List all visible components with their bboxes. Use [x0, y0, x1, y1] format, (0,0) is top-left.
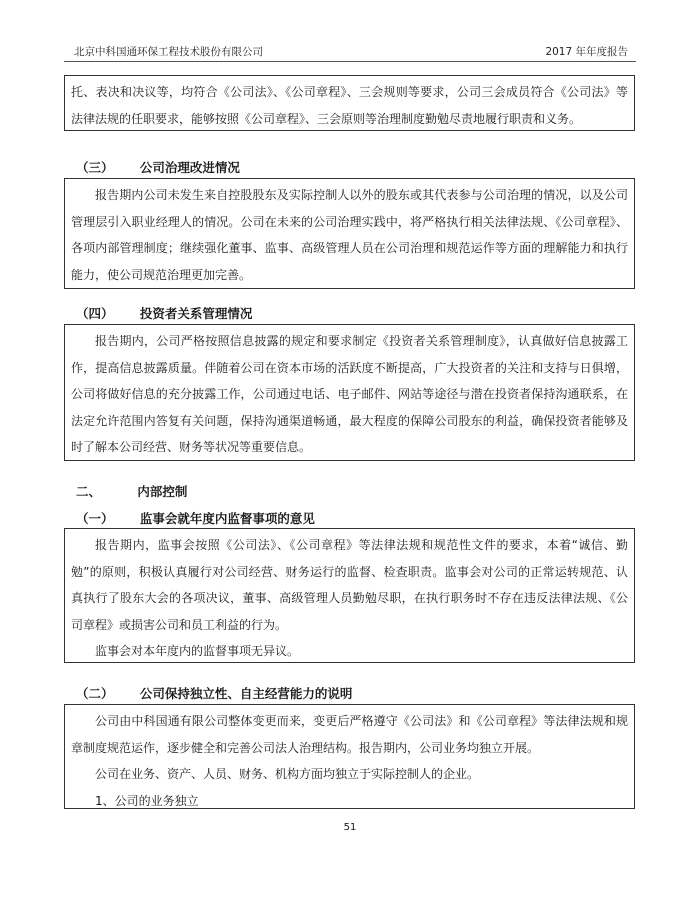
header-report-title: 2017 年年度报告 — [545, 46, 628, 58]
sub2-number: （二） — [76, 686, 114, 701]
section3-heading — [76, 158, 240, 176]
sub2-paragraph-3: 1、公司的业务独立 — [95, 793, 199, 808]
section4-heading — [76, 304, 252, 322]
governance-continuation-box — [64, 75, 635, 131]
sub2-box — [64, 704, 635, 809]
part2-number: 二、 — [76, 484, 102, 499]
header-company: 北京中科国通环保工程技术股份有限公司 — [74, 46, 263, 58]
sub1-heading — [76, 509, 315, 527]
header-divider — [64, 61, 636, 62]
sub1-number: （一） — [76, 511, 114, 526]
section4-number: （四） — [76, 306, 114, 321]
part2-heading — [76, 482, 187, 500]
section3-title: 公司治理改进情况 — [139, 160, 240, 175]
section4-box — [64, 324, 635, 461]
sub1-paragraph-2: 监事会对本年度内的监督事项无异议。 — [95, 644, 300, 659]
sub2-title: 公司保持独立性、自主经营能力的说明 — [139, 686, 353, 701]
section4-paragraph: 报告期内，公司严格按照信息披露的规定和要求制定《投资者关系管理制度》，认真做好信息披露工作，提高信息披露质量。伴随着公司在资本市场的活跃度不断提高，广大投资者的关注和支持与日俱增，公司将做好信息的充分披露工作，公司通过电话、电子邮件、网站等途径与潜在投资者保持沟通联系，在法定允许范围内答复有关问题，保持沟通渠道畅通，最大程度的保障公司股东的利益，确保投资者能够及时了解本公司经营、财务等状况等重要信息。 — [71, 334, 628, 455]
section3-paragraph: 报告期内公司未发生来自控股股东及实际控制人以外的股东或其代表参与公司治理的情况，以及公司管理层引入职业经理人的情况。公司在未来的公司治理实践中，将严格执行相关法律法规、《公司章程》、各项内部管理制度；继续强化董事、监事、高级管理人员在公司治理和规范运作等方面的理解能力和执行能力，使公司规范治理更加完善。 — [71, 188, 628, 282]
sub1-title: 监事会就年度内监督事项的意见 — [139, 511, 315, 526]
sub1-box — [64, 528, 635, 663]
governance-continuation-text: 托、表决和决议等，均符合《公司法》、《公司章程》、三会规则等要求，公司三会成员符合《公司法》等法律法规的任职要求，能够按照《公司章程》、三会原则等治理制度勤勉尽责地履行职责和义务。 — [71, 85, 628, 126]
part2-title: 内部控制 — [137, 484, 188, 499]
section4-title: 投资者关系管理情况 — [139, 306, 253, 321]
sub1-paragraph-1: 报告期内，监事会按照《公司法》、《公司章程》等法律法规和规范性文件的要求，本着“诚信、勤勉”的原则，积极认真履行对公司经营、财务运行的监督、检查职责。监事会对公司的正常运转规范、认真执行了股东大会的各项决议，董事、高级管理人员勤勉尽职，在执行职务时不存在违反法律法规、《公司章程》或损害公司和员工利益的行为。 — [71, 538, 628, 632]
section3-number: （三） — [76, 160, 114, 175]
sub2-paragraph-2: 公司在业务、资产、人员、财务、机构方面均独立于实际控制人的企业。 — [95, 767, 480, 782]
sub2-paragraph-1: 公司由中科国通有限公司整体变更而来，变更后严格遵守《公司法》和《公司章程》等法律法规和规章制度规范运作，逐步健全和完善公司法人治理结构。报告期内，公司业务均独立开展。 — [71, 714, 628, 755]
section3-box — [64, 178, 635, 289]
page-number: 51 — [343, 822, 357, 833]
sub2-heading — [76, 684, 352, 702]
